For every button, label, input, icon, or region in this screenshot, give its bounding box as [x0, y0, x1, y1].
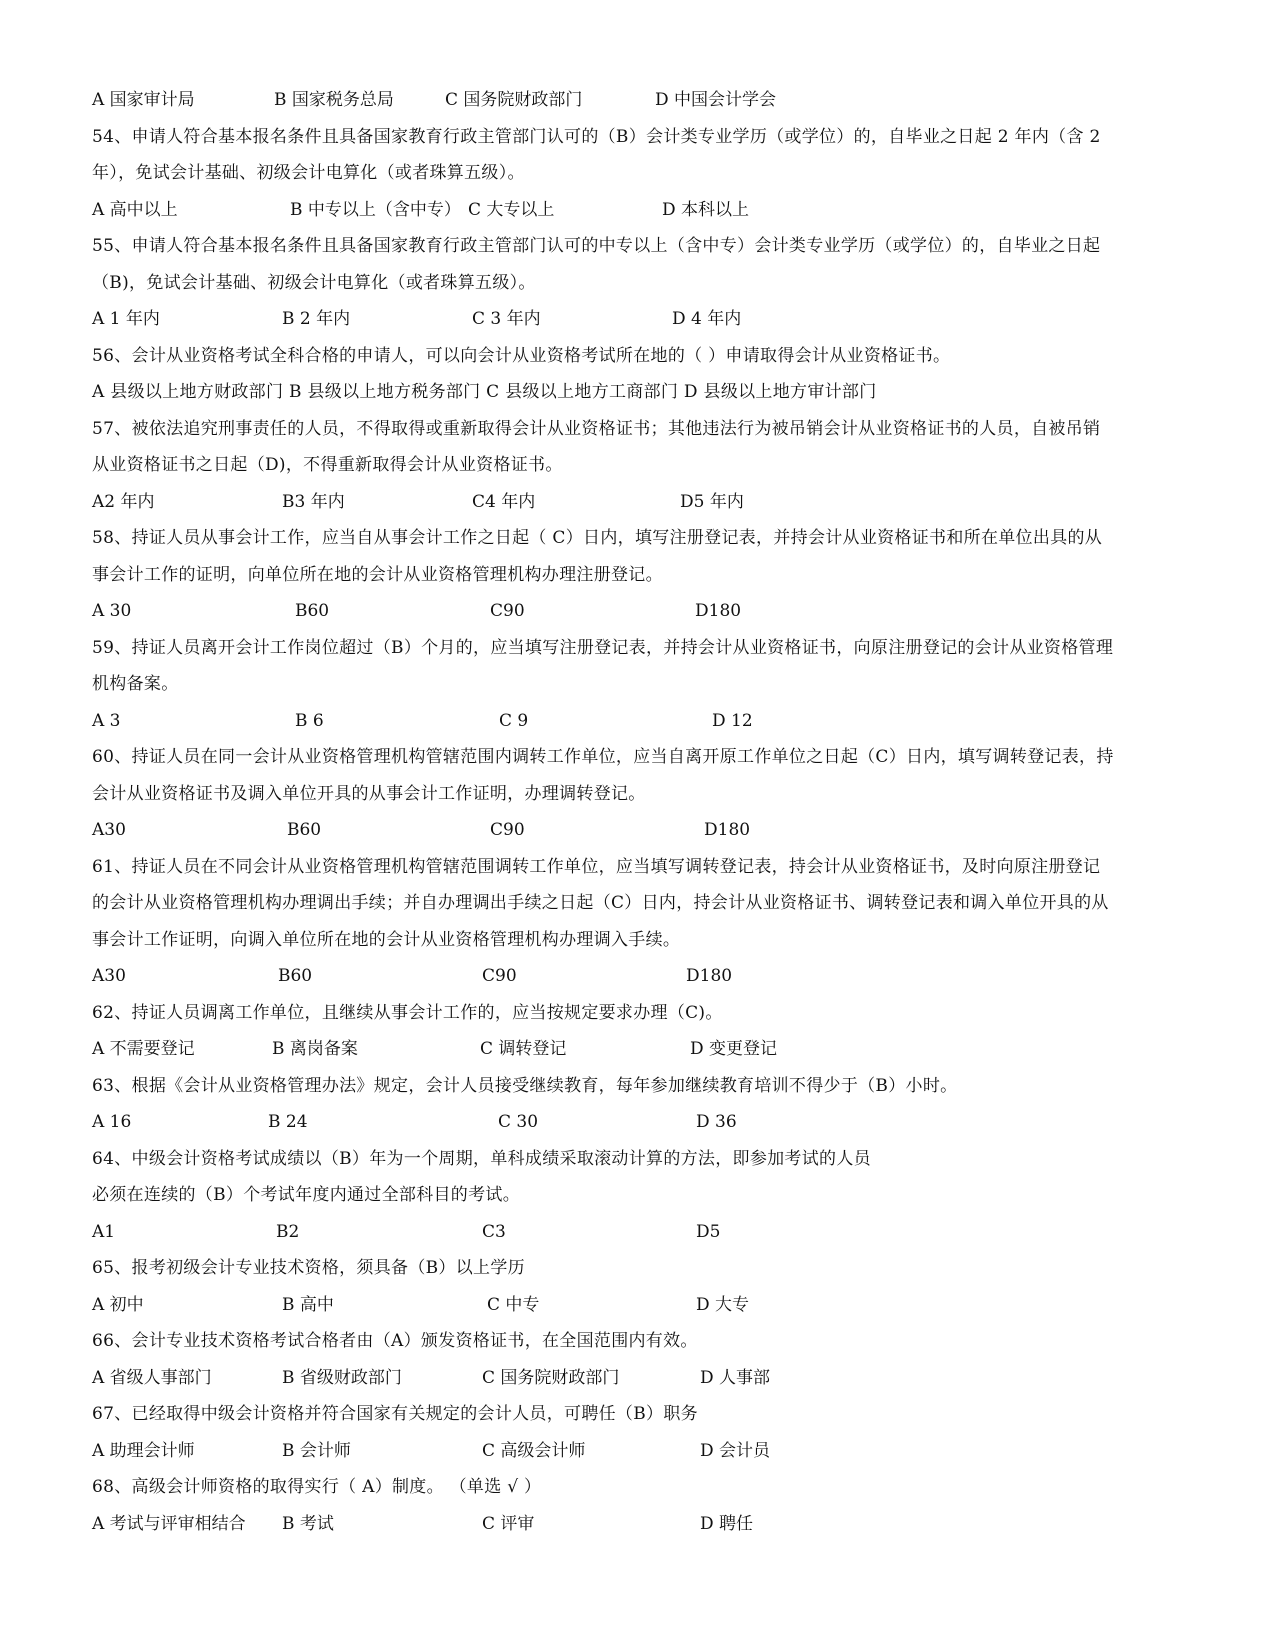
answer-option: D180: [695, 601, 742, 621]
answer-option: C 国务院财政部门: [445, 90, 583, 110]
options-line: [92, 812, 1192, 849]
answer-option: B 国家税务总局: [274, 90, 394, 110]
answer-option: D 36: [696, 1112, 737, 1132]
answer-option: A 省级人事部门: [92, 1367, 212, 1388]
question-line: 67、已经取得中级会计资格并符合国家有关规定的会计人员，可聘任（B）职务: [92, 1404, 698, 1424]
answer-option: C 评审: [482, 1513, 535, 1534]
answer-option: B60: [287, 820, 322, 840]
answer-option: C 高级会计师: [482, 1440, 586, 1461]
answer-option: D 会计员: [700, 1440, 771, 1461]
options-line: [92, 1360, 1192, 1397]
answer-option: A 30: [92, 601, 132, 621]
answer-option: C 3 年内: [472, 309, 541, 329]
answer-option: D 大专: [696, 1294, 750, 1315]
answer-option: C 30: [498, 1112, 539, 1132]
answer-option: D180: [704, 820, 751, 840]
question-line: 62、持证人员调离工作单位，且继续从事会计工作的，应当按规定要求办理（C)。: [92, 1002, 723, 1023]
answer-option: D 本科以上: [662, 199, 750, 220]
answer-option: C90: [490, 601, 525, 621]
answer-option: B 考试: [282, 1513, 334, 1534]
question-line: 56、会计从业资格考试全科合格的申请人，可以向会计从业资格考试所在地的（ ）申请取得会计从业资格证书。: [92, 345, 951, 366]
options-line: [92, 1214, 1192, 1251]
question-line: 59、持证人员离开会计工作岗位超过（B）个月的，应当填写注册登记表，并持会计从业资格证书，向原注册登记的会计从业资格管理: [92, 637, 1114, 658]
answer-option: D 4 年内: [672, 309, 742, 329]
options-line: [92, 1104, 1192, 1141]
question-line: 58、持证人员从事会计工作，应当自从事会计工作之日起（ C）日内，填写注册登记表，并持会计从业资格证书和所在单位出具的从: [92, 528, 1103, 548]
options-line: [92, 192, 1192, 229]
options-line: [92, 301, 1192, 338]
question-line: 从业资格证书之日起（D)，不得重新取得会计从业资格证书。: [92, 455, 563, 475]
answer-option: A 不需要登记: [92, 1039, 195, 1059]
answer-option: A 国家审计局: [92, 90, 195, 110]
answer-option: A 助理会计师: [92, 1440, 195, 1461]
answer-option: C3: [482, 1221, 506, 1242]
answer-option: D 变更登记: [690, 1039, 778, 1059]
answer-option: A30: [92, 966, 126, 986]
answer-option: B 高中: [282, 1294, 334, 1315]
question-line: 60、持证人员在同一会计从业资格管理机构管辖范围内调转工作单位，应当自离开原工作单位之日起（C）日内，填写调转登记表，持: [92, 747, 1114, 767]
answer-option: C 大专以上: [468, 199, 555, 220]
answer-option: A1: [92, 1221, 116, 1242]
answer-option: D 12: [712, 710, 753, 731]
question-line: 必须在连续的（B）个考试年度内通过全部科目的考试。: [92, 1185, 520, 1205]
answer-option: C90: [482, 966, 517, 986]
answer-option: D5: [696, 1221, 721, 1242]
question-line: 63、根据《会计从业资格管理办法》规定，会计人员接受继续教育，每年参加继续教育培训不得少于（B）小时。: [92, 1075, 958, 1096]
question-line: 事会计工作的证明，向单位所在地的会计从业资格管理机构办理注册登记。: [92, 564, 663, 585]
answer-option: A 考试与评审相结合: [92, 1513, 246, 1534]
answer-option: A 16: [92, 1112, 132, 1132]
options-line: [92, 1287, 1192, 1324]
answer-option: B 会计师: [282, 1440, 351, 1461]
answer-option: B3 年内: [282, 491, 345, 512]
options-line: [92, 703, 1192, 740]
answer-option: C 调转登记: [480, 1039, 567, 1059]
question-line: 65、报考初级会计专业技术资格，须具备（B）以上学历: [92, 1258, 525, 1278]
options-line: [92, 484, 1192, 521]
answer-option: A 高中以上: [92, 199, 178, 220]
question-line: 的会计从业资格管理机构办理调出手续；并自办理调出手续之日起（C）日内，持会计从业资格证书、调转登记表和调入单位开具的从: [92, 893, 1109, 913]
answer-option: D 中国会计学会: [655, 90, 777, 110]
question-line: A 县级以上地方财政部门 B 县级以上地方税务部门 C 县级以上地方工商部门 D 县级以上地方审计部门: [92, 382, 877, 402]
options-line: [92, 1506, 1192, 1543]
answer-option: C90: [490, 820, 525, 840]
document-body: [92, 82, 1192, 1542]
answer-option: B 省级财政部门: [282, 1367, 402, 1388]
question-line: 55、申请人符合基本报名条件且具备国家教育行政主管部门认可的中专以上（含中专）会计类专业学历（或学位）的，自毕业之日起: [92, 236, 1101, 256]
answer-option: C 国务院财政部门: [482, 1367, 620, 1388]
question-line: 年），免试会计基础、初级会计电算化（或者珠算五级）。: [92, 163, 525, 183]
answer-option: B2: [276, 1221, 300, 1242]
question-line: （B)，免试会计基础、初级会计电算化（或者珠算五级）。: [92, 272, 536, 293]
options-line: [92, 1433, 1192, 1470]
question-line: 会计从业资格证书及调入单位开具的从事会计工作证明，办理调转登记。: [92, 783, 646, 804]
options-line: [92, 1031, 1192, 1068]
answer-option: B 6: [295, 710, 324, 731]
answer-option: B 24: [268, 1112, 308, 1132]
question-line: 机构备案。: [92, 674, 179, 694]
answer-option: B60: [278, 966, 313, 986]
answer-option: B 中专以上（含中专）: [290, 199, 461, 220]
answer-option: B 离岗备案: [272, 1039, 358, 1059]
question-line: 66、会计专业技术资格考试合格者由（A）颁发资格证书，在全国范围内有效。: [92, 1331, 698, 1351]
answer-option: D180: [686, 966, 733, 986]
answer-option: C 中专: [487, 1294, 540, 1315]
answer-option: B60: [295, 601, 330, 621]
answer-option: D 人事部: [700, 1367, 771, 1388]
answer-option: B 2 年内: [282, 309, 351, 329]
question-line: 57、被依法追究刑事责任的人员，不得取得或重新取得会计从业资格证书；其他违法行为被吊销会计从业资格证书的人员，自被吊销: [92, 418, 1101, 439]
answer-option: D5 年内: [680, 491, 744, 512]
answer-option: A 3: [92, 710, 121, 731]
answer-option: C 9: [499, 710, 529, 731]
answer-option: C4 年内: [472, 491, 536, 512]
question-line: 64、中级会计资格考试成绩以（B）年为一个周期，单科成绩采取滚动计算的方法，即参加考试的人员: [92, 1148, 871, 1169]
answer-option: A2 年内: [92, 491, 155, 512]
answer-option: D 聘任: [700, 1513, 754, 1534]
question-line: 54、申请人符合基本报名条件且具备国家教育行政主管部门认可的（B）会计类专业学历（或学位）的，自毕业之日起 2 年内（含 2: [92, 126, 1101, 147]
options-line: [92, 82, 1192, 119]
question-line: 61、持证人员在不同会计从业资格管理机构管辖范围调转工作单位，应当填写调转登记表，持会计从业资格证书，及时向原注册登记: [92, 856, 1101, 877]
answer-option: A 1 年内: [92, 309, 160, 329]
answer-option: A 初中: [92, 1294, 144, 1315]
options-line: [92, 958, 1192, 995]
question-line: 68、高级会计师资格的取得实行（ A）制度。 （单选 √ ）: [92, 1477, 542, 1497]
question-line: 事会计工作证明，向调入单位所在地的会计从业资格管理机构办理调入手续。: [92, 929, 681, 950]
answer-option: A30: [92, 820, 126, 840]
options-line: [92, 593, 1192, 630]
